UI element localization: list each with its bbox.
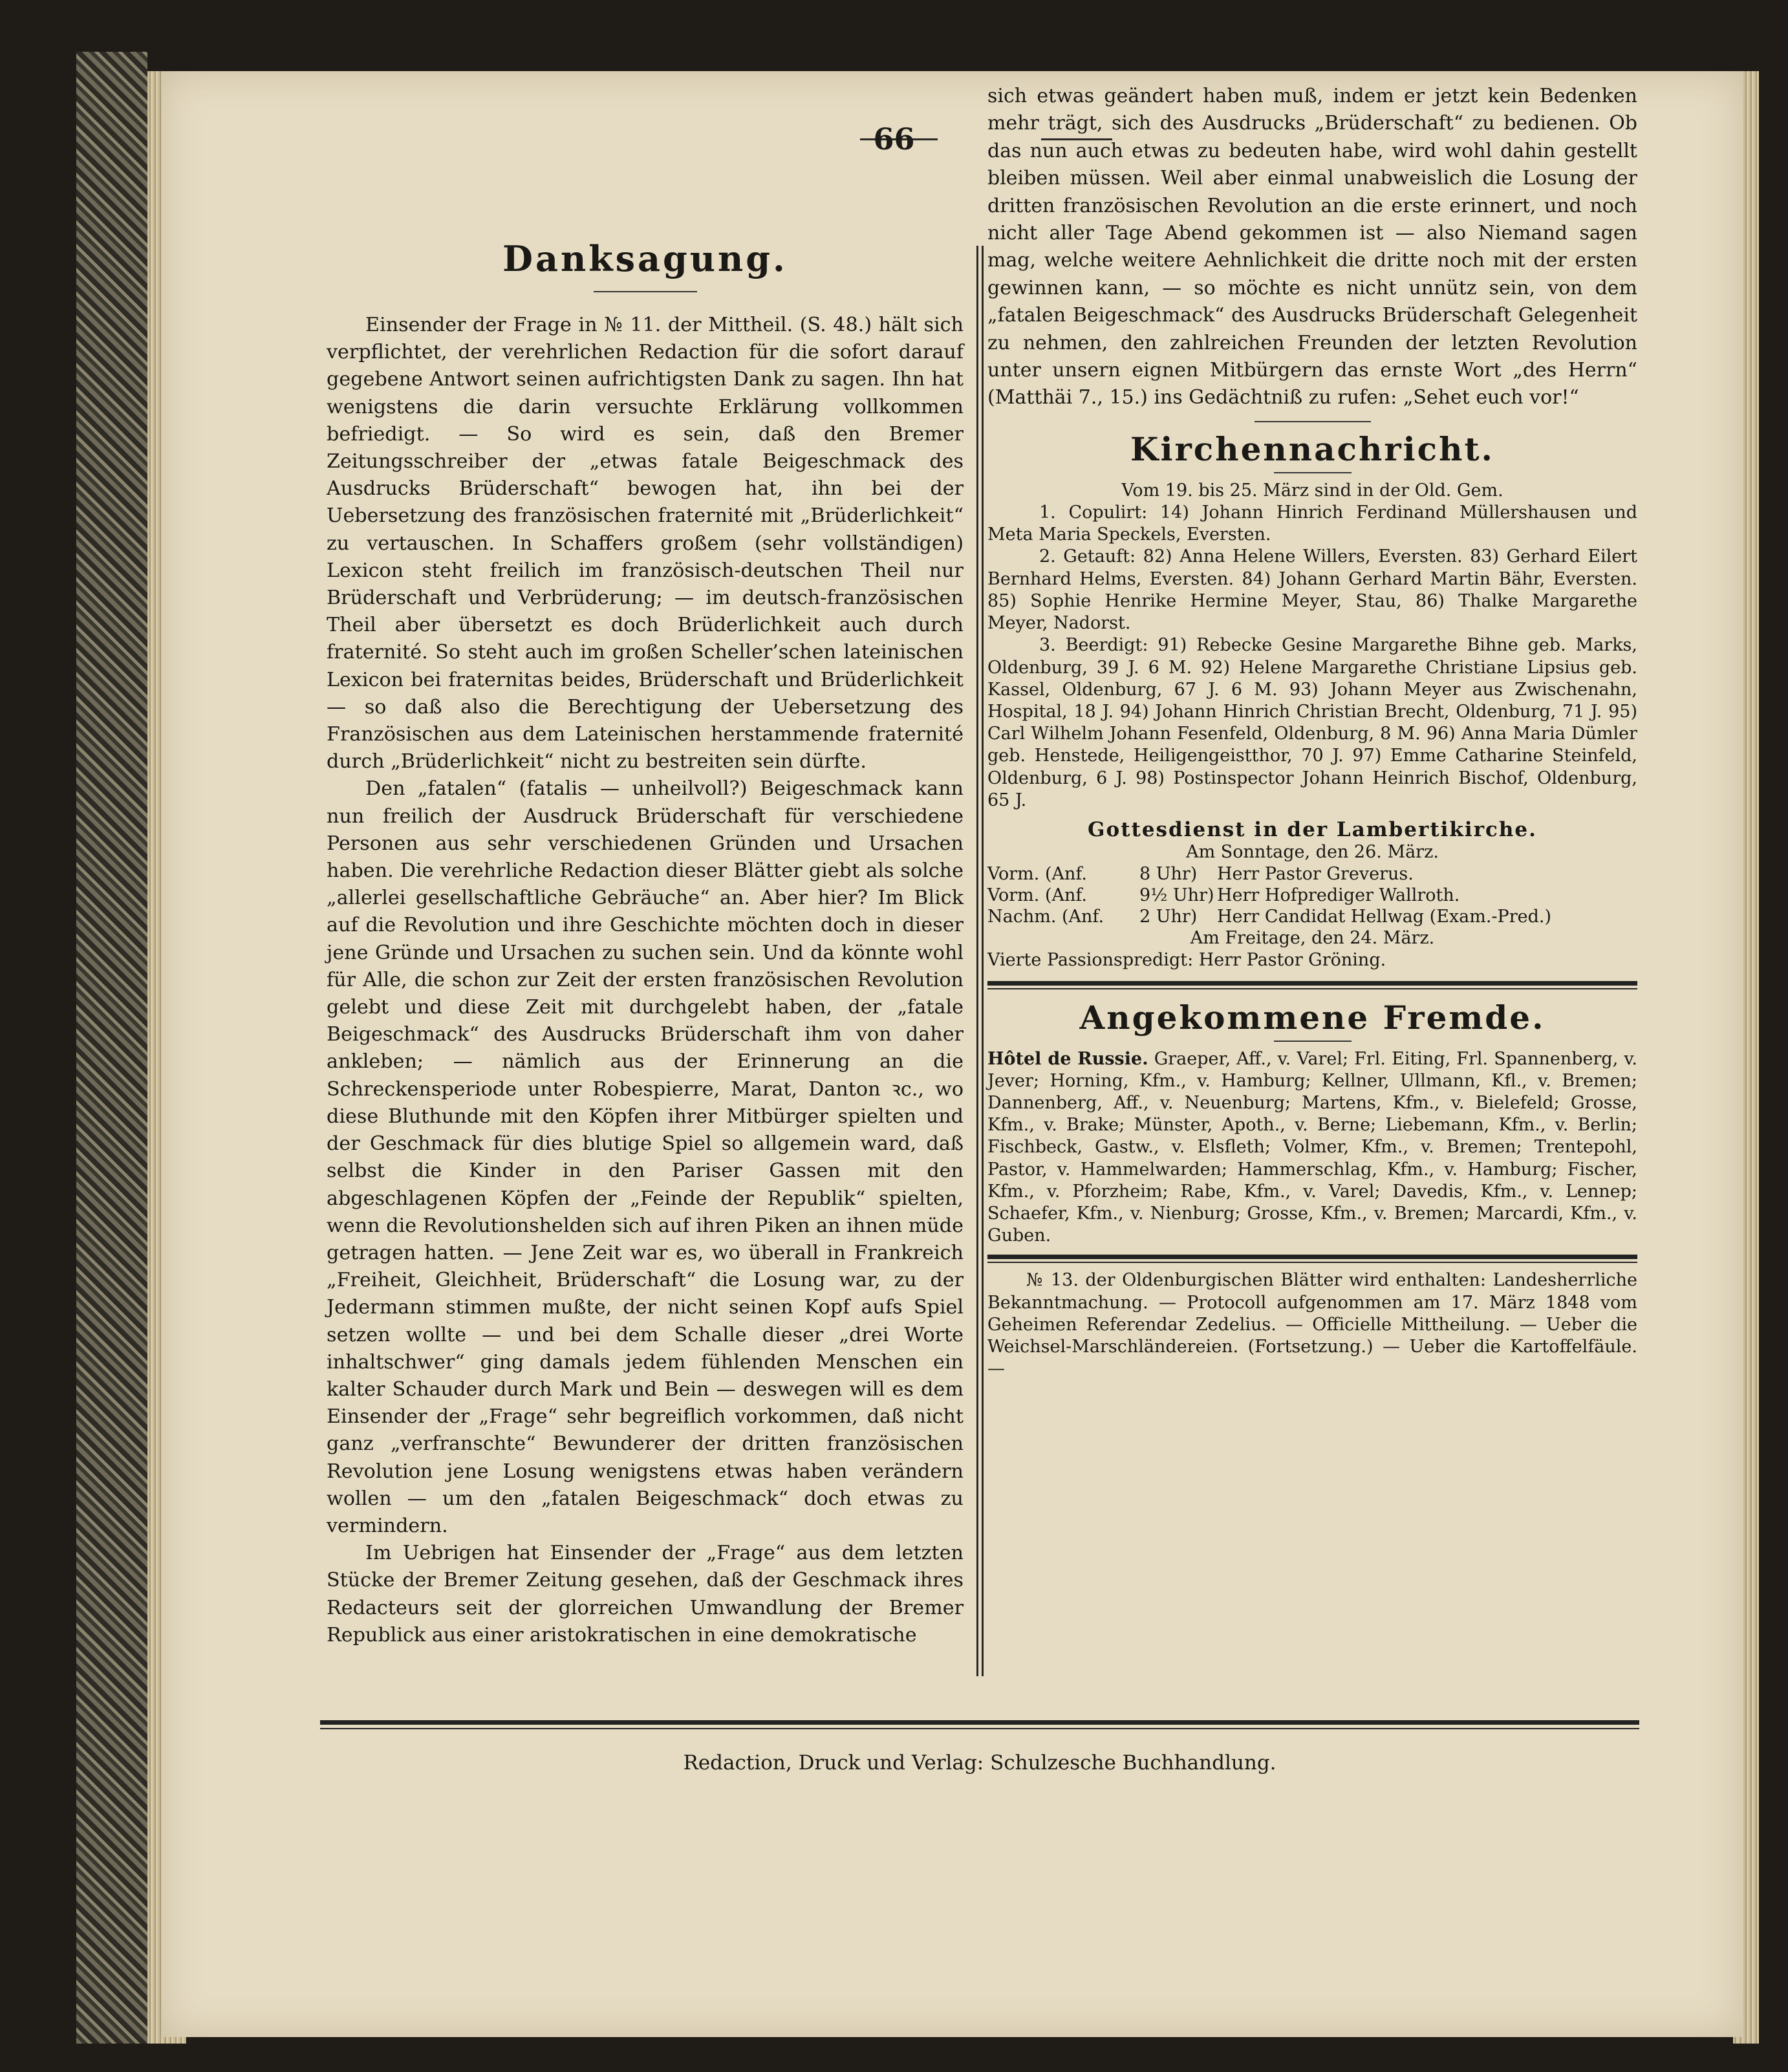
church-news-title: Kirchennachricht. <box>1130 429 1494 468</box>
service-time: Vorm. (Anf. <box>987 885 1087 906</box>
section-rule <box>1255 421 1371 422</box>
service-hour: 2 Uhr) <box>1139 907 1198 927</box>
service-row <box>987 863 1637 885</box>
church-rule <box>1274 472 1352 473</box>
beerdigt-entry: 3. Beerdigt: 91) Rebecke Gesine Margarethe Bihne geb. Marks, Oldenburg, 39 J. 6 M. 92) Helene Margarethe Christiane Lipsius geb. Kassel, Oldenburg, 67 J. 6 M. 93) Johann Meyer aus Zwischenahn, Hospital, 18 J. 94) Johann Hinrich Christian Brecht, Oldenburg, 71 J. 95) Carl Wilhelm Johann Fesenfeld, Oldenburg, 8 M. 96) Anna Maria Dümler geb. Henstede, Heiligengeistthor, 70 J. 97) Emme Catharine Steinfeld, Oldenburg, 6 J. 98) Postinspector Johann Heinrich Bischof, Oldenburg, 65 J. <box>987 635 1637 810</box>
service-time: Vorm. (Anf. <box>987 864 1087 885</box>
church-intro: Vom 19. bis 25. März sind in der Old. Gem. <box>1121 480 1503 501</box>
danksagung-paragraph-2: Den „fatalen“ (fatalis — unheilvoll?) Beigeschmack kann nun freilich der Ausdruck Brüderschaft für verschiedene Personen aus sehr verschiedenen Gründen und Ursachen haben. Die verehrliche Redaction dieser Blätter giebt als solche „allerlei gesellschaftliche Gebräuche“ an. Aber hier? Im Blick auf die Revolution und ihre Geschichte möchten doch in dieser jene Gründe und Ursachen zu suchen sein. Und da könnte wohl für Alle, die schon zur Zeit der ersten französischen Revolution gelebt und diese Zeit mit durchgelebt haben, der „fatale Beigeschmack“ des Ausdrucks Brüderschaft ihm von daher ankleben; — nämlich aus der Erinnerung an die Schreckensperiode unter Robespierre, Marat, Danton ꝛc., wo diese Bluthunde mit den Köpfen ihrer Mitbürger spielten und der Geschmack für dies blutige Spiel so allgemein ward, daß selbst die Kinder in den Pariser Gassen mit den abgeschlagenen Köpfen der „Feinde der Republik“ spielten, wenn die Revolutionshelden sich auf ihren Piken an ihnen müde getragen hatten. — Jene Zeit war es, wo überall in Frankreich „Freiheit, Gleichheit, Brüderschaft“ die Losung war, zu der Jedermann stimmen mußte, der nicht seinen Kopf aufs Spiel setzen wollte — und bei dem Schalle dieser „drei Worte inhaltschwer“ ging damals jedem fühlenden Menschen ein kalter Schauder durch Mark und Bein — deswegen will es dem Einsender der „Frage“ sehr begreiflich vorkommen, daß nicht ganz „verfranschte“ Bewunderer der dritten französischen Revolution jene Losung wenigstens etwas haben verändern wollen — um den „fatalen Beigeschmack“ doch etwas zu vermindern. <box>327 777 964 1537</box>
bottom-thick-rule <box>320 1720 1639 1725</box>
notice-rule <box>987 1255 1637 1259</box>
strangers-list <box>987 1048 1637 1247</box>
strangers-names: Graeper, Aff., v. Varel; Frl. Eiting, Frl. Spannenberg, v. Jever; Horning, Kfm., v. Hamburg; Kellner, Ullmann, Kfl., v. Bremen; Dannenberg, Aff., v. Neuenburg; Martens, Kfm., v. Bielefeld; Grosse, Kfm., v. Brake; Münster, Apoth., v. Berne; Liebemann, Kfm., v. Berlin; Fischbeck, Gastw., v. Elsfleth; Volmer, Kfm., v. Bremen; Trentepohl, Pastor, v. Hammelwarden; Hammerschlag, Kfm., v. Hamburg; Fischer, Kfm., v. Pforzheim; Rabe, Kfm., v. Varel; Davedis, Kfm., v. Lennep; Schaefer, Kfm., v. Nienburg; Grosse, Kfm., v. Bremen; Marcardi, Kfm., v. Guben. <box>987 1048 1638 1246</box>
bottom-rules <box>320 1720 1639 1729</box>
service-friday: Am Freitage, den 24. März. <box>1190 928 1435 949</box>
marbled-cover-edge <box>76 52 147 2044</box>
service-preacher: Herr Candidat Hellwag (Exam.-Pred.) <box>1217 907 1551 927</box>
section-double-rule-thin <box>987 988 1637 989</box>
page-number: 66 <box>873 122 915 156</box>
service-preacher: Herr Pastor Greverus. <box>1217 864 1414 885</box>
column-divider <box>976 246 978 1676</box>
title-rule <box>594 291 697 292</box>
strangers-rule <box>1274 1041 1352 1042</box>
right-column <box>987 83 1637 1380</box>
next-issue-notice: № 13. der Oldenburgischen Blätter wird enthalten: Landesherrliche Bekanntmachung. — Protocoll aufgenommen am 17. März 1848 vom Geheimen Referendar Zedelius. — Officielle Mittheilung. — Ueber die Weichsel-Marschländereien. (Fortsetzung.) — Ueber die Kartoffelfäule. — <box>987 1270 1637 1379</box>
danksagung-title: Danksagung. <box>502 238 788 279</box>
service-title: Gottesdienst in der Lambertikirche. <box>1088 817 1537 841</box>
service-row <box>987 885 1637 906</box>
hotel-name: Hôtel de Russie. <box>987 1048 1148 1069</box>
column-divider-2 <box>982 246 984 1676</box>
service-hour: 9½ Uhr) <box>1139 885 1214 906</box>
service-passion: Vierte Passionspredigt: Herr Pastor Gröning. <box>987 950 1386 971</box>
getauft-entry: 2. Getauft: 82) Anna Helene Willers, Eversten. 83) Gerhard Eilert Bernhard Helms, Eversten. 84) Johann Gerhard Martin Bähr, Eversten. 85) Sophie Henrike Hermine Meyer, Stau, 86) Thalke Margarethe Meyer, Nadorst. <box>987 546 1637 634</box>
strangers-title: Angekommene Fremde. <box>1079 998 1546 1037</box>
service-time: Nachm. (Anf. <box>987 907 1104 927</box>
notice-rule-thin <box>987 1262 1637 1263</box>
section-double-rule <box>987 981 1637 986</box>
left-column <box>327 162 964 1649</box>
service-hour: 8 Uhr) <box>1139 864 1198 885</box>
danksagung-paragraph-1: Einsender der Frage in № 11. der Mittheil. (S. 48.) hält sich verpflichtet, der verehrlichen Redaction für die sofort darauf gegebene Antwort seinen aufrichtigsten Dank zu sagen. Ihn hat wenigstens die darin versuchte Erklärung vollkommen befriedigt. — So wird es sein, daß den Bremer Zeitungsschreiber der „etwas fatale Beigeschmack des Ausdrucks Brüderschaft“ bewogen hat, ihn bei der Uebersetzung des französischen fraternité mit „Brüderlichkeit“ zu vertauschen. In Schaffers großem (sehr vollständigen) Lexicon steht freilich im französisch-deutschen Theil nur Brüderschaft und Verbrüderung; — im deutsch-französischen Theil aber übersetzt es doch Brüderlichkeit auch durch fraternité. So steht auch im großen Scheller’schen lateinischen Lexicon bei fraternitas beides, Brüderschaft und Brüderlichkeit — so daß also die Berechtigung der Uebersetzung des Französischen aus dem Lateinischen herstammende fraternité durch „Brüderlichkeit“ nicht zu bestreiten sein dürfte. <box>327 314 964 773</box>
copulirt-entry: 1. Copulirt: 14) Johann Hinrich Ferdinand Müllershausen und Meta Maria Speckels, Eversten. <box>987 502 1637 545</box>
danksagung-continuation: sich etwas geändert haben muß, indem er jetzt kein Bedenken mehr trägt, sich des Ausdrucks „Brüderschaft“ zu bedienen. Ob das nun auch etwas zu bedeuten habe, wird wohl dahin gestellt bleiben müssen. Weil aber einmal unabweislich die Losung der dritten französischen Revolution an die erste erinnert, und noch nicht aller Tage Abend gekommen ist — also Niemand sagen mag, welche weitere Aehnlichkeit die dritte noch mit der ersten gewinnen kann, — so möchte es nicht unnütz sein, von dem „fatalen Beigeschmack“ des Ausdrucks Brüderschaft Gelegenheit zu nehmen, den zahlreichen Freunden der letzten Revolution unter unsern eignen Mitbürgern das ernste Wort „des Herrn“ (Matthäi 7., 15.) ins Gedächtniß zu rufen: „Sehet euch vor!“ <box>987 85 1637 409</box>
service-row <box>987 906 1637 927</box>
danksagung-paragraph-3: Im Uebrigen hat Einsender der „Frage“ aus dem letzten Stücke der Bremer Zeitung gesehen, daß der Geschmack ihres Redacteurs seit der glorreichen Umwandlung der Bremer Republick aus einer aristokratischen in eine demokratische <box>327 1542 964 1646</box>
bottom-thin-rule <box>320 1728 1639 1729</box>
service-preacher: Herr Hofprediger Wallroth. <box>1217 885 1460 906</box>
imprint: Redaction, Druck und Verlag: Schulzesche Buchhandlung. <box>683 1751 1276 1775</box>
service-sunday: Am Sonntage, den 26. März. <box>1186 841 1439 862</box>
